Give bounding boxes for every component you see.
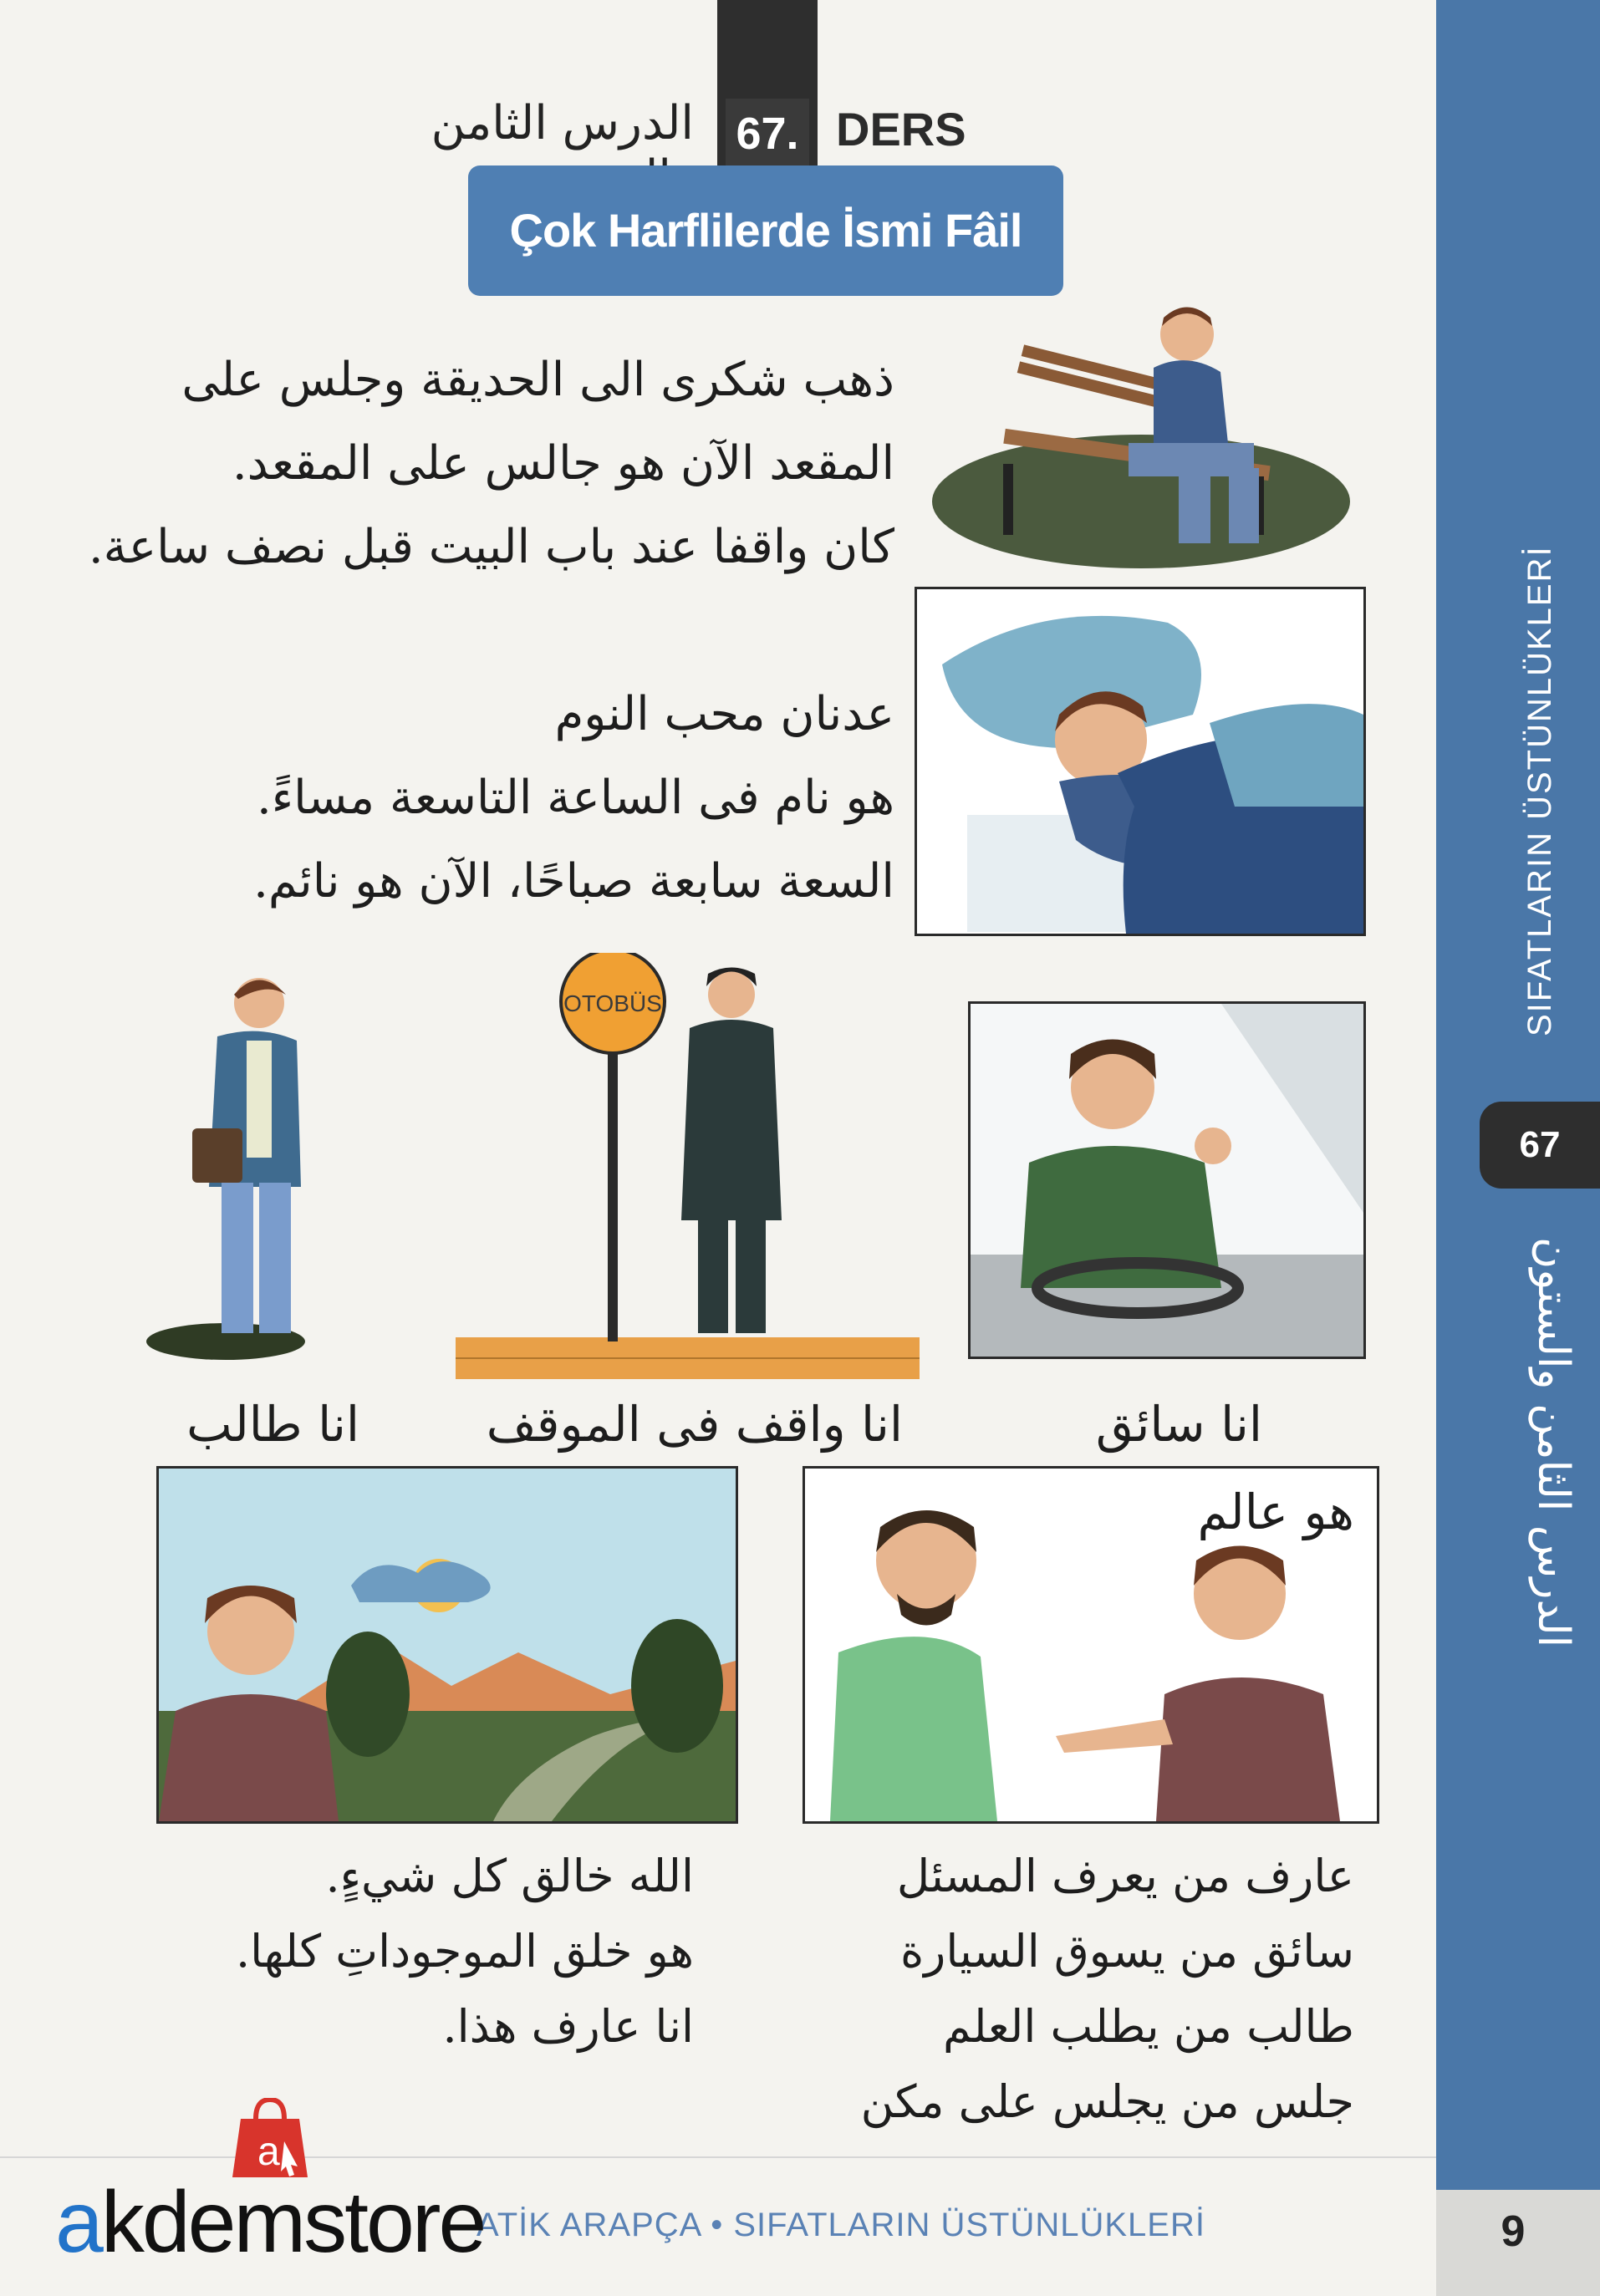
sleeping-man-illustration xyxy=(917,589,1363,934)
ders-label: DERS xyxy=(836,103,966,155)
paragraph-line: كان واقفا عند باب البيت قبل نصف ساعة. xyxy=(88,520,894,574)
logo-rest: kdemstore xyxy=(100,2174,485,2271)
footer-running-title: ATİK ARAPÇA • SIFATLARIN ÜSTÜNLÜKLERİ xyxy=(476,2207,1205,2243)
landscape-illustration xyxy=(159,1469,736,1821)
paragraph-line: ذهب شكرى الى الحديقة وجلس على xyxy=(181,353,894,407)
paragraph-line: هو نام فى الساعة التاسعة مساءً. xyxy=(257,771,894,825)
akdemstore-logo xyxy=(55,2173,484,2273)
list-line: طالب من يطلب العلم xyxy=(943,2000,1354,2053)
sidebar-section-title: SIFATLARIN ÜSTÜNLÜKLERİ xyxy=(1521,545,1558,1036)
driver-illustration xyxy=(971,1004,1363,1357)
paragraph-line: المقعد الآن هو جالس على المقعد. xyxy=(232,436,894,491)
list-line: انا عارف هذا. xyxy=(442,2000,694,2053)
list-left xyxy=(209,1839,694,2064)
topic-banner: Çok Harflilerde İsmi Fâil xyxy=(468,165,1063,296)
caption-student: انا طالب xyxy=(186,1396,359,1453)
svg-text:a: a xyxy=(257,2130,280,2174)
sleeping-man-frame xyxy=(915,587,1366,936)
arabic-lesson-title: الدرس الثامن xyxy=(431,96,694,150)
list-line: الله خالق كل شيءٍ. xyxy=(325,1850,694,1902)
footer-divider xyxy=(0,2156,1436,2158)
bus-sign-label: OTOBÜS xyxy=(563,990,662,1016)
paragraph-line: السعة سابعة صباحًا، الآن هو نائم. xyxy=(253,854,894,909)
caption-standing: انا واقف فى الموقف xyxy=(486,1396,903,1453)
caption-scientist: هو عالم xyxy=(1154,1484,1354,1540)
list-line: سائق من يسوق السيارة xyxy=(899,1925,1354,1978)
shopping-bag-logo-icon xyxy=(224,2098,316,2181)
bus-stop-illustration xyxy=(456,953,924,1396)
landscape-frame xyxy=(156,1466,738,1824)
man-on-bench-illustration xyxy=(928,301,1354,568)
paragraph-2 xyxy=(201,673,894,924)
student-illustration xyxy=(142,970,309,1362)
sidebar-arabic-title: الدرس الثامن والستون xyxy=(1528,1237,1578,1648)
paragraph-line: عدنان محب النوم xyxy=(554,687,894,741)
sidebar-lesson-number: 67 xyxy=(1480,1102,1600,1189)
logo-a: a xyxy=(55,2174,101,2271)
caption-driver: انا سائق xyxy=(1095,1396,1262,1453)
list-right xyxy=(836,1839,1354,2140)
list-line: جلس من يجلس على مكن xyxy=(860,2075,1354,2128)
list-line: هو خلق الموجوداتِ كلها. xyxy=(236,1925,694,1978)
lesson-number: 67. xyxy=(726,99,809,169)
paragraph-1 xyxy=(88,339,894,589)
page-number: 9 xyxy=(1501,2207,1526,2256)
list-line: عارف من يعرف المسئل xyxy=(896,1850,1354,1902)
driver-frame xyxy=(968,1001,1366,1359)
